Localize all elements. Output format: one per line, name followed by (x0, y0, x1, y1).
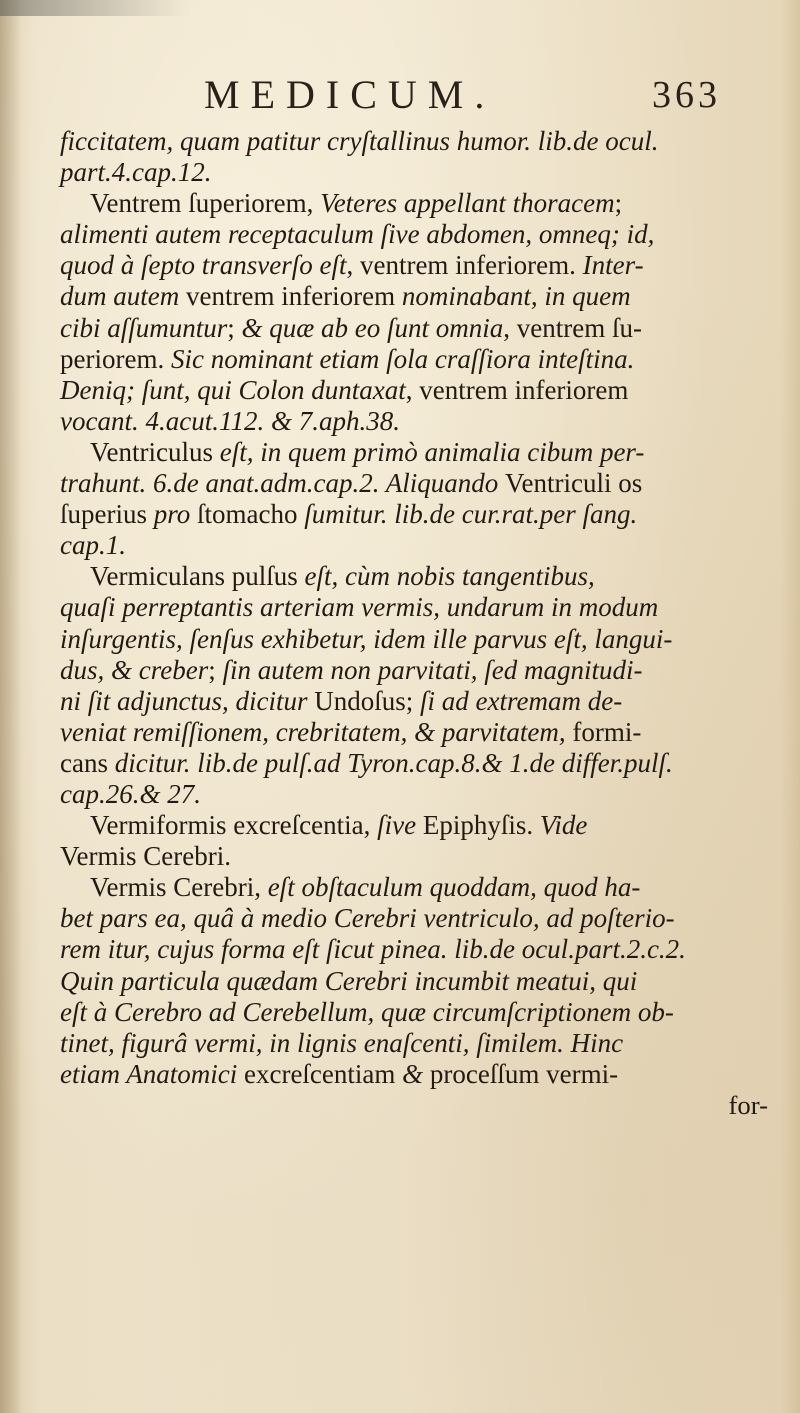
text-line (60, 468, 776, 499)
italic-text: ſive (377, 810, 423, 841)
text-line (60, 219, 776, 250)
text-line (60, 250, 776, 281)
roman-text: ; (227, 312, 242, 343)
italic-text: eſt, in quem primò animalia cibum per- (219, 436, 645, 467)
text-line (60, 810, 776, 841)
roman-text: cans (60, 747, 115, 778)
italic-text: & quæ ab eo ſunt omnia (241, 312, 504, 343)
italic-text: quod à ſepto transverſo eſt (60, 250, 347, 281)
text-line (60, 561, 776, 592)
text-line (60, 375, 776, 406)
page-header (0, 72, 800, 118)
text-line (60, 157, 776, 188)
italic-text: Sic nominant etiam ſola craſſiora inteſtina. (170, 343, 635, 374)
italic-text: ni ſit adjunctus, dicitur (60, 685, 315, 716)
roman-text: Vermis Cerebri, (90, 872, 268, 903)
text-line (60, 934, 776, 965)
italic-text: dum autem (60, 281, 186, 312)
text-line (60, 281, 776, 312)
italic-text: cap.26.& 27. (60, 778, 201, 809)
italic-text: eſt obſtaculum quoddam, quod ha- (267, 872, 641, 903)
italic-text: nominabant, in quem (401, 281, 631, 312)
italic-text: tinet, figurâ vermi, in lignis enaſcenti, ſimilem. Hinc (60, 1027, 624, 1058)
text-line (60, 313, 776, 344)
roman-text: Ventrem ſuperiorem, (90, 188, 321, 219)
italic-text: & (402, 1058, 430, 1089)
roman-text: , ventrem ſu- (503, 312, 642, 343)
italic-text: Veteres appellant thoracem (320, 188, 615, 219)
text-line (60, 624, 776, 655)
italic-text: part.4.cap.12. (60, 157, 212, 188)
roman-text: Ventriculi os (505, 468, 643, 499)
italic-text: ſumitur. lib.de cur.rat.per ſang. (304, 499, 638, 530)
text-line (60, 188, 776, 219)
text-line (60, 841, 776, 872)
italic-text: alimenti autem receptaculum ſive abdomen, omneq; id, (60, 219, 655, 250)
text-line (60, 344, 776, 375)
italic-text: Quin particula quædam Cerebri incumbit meatui, qui (60, 965, 638, 996)
italic-text: Deniq; ſunt, qui Colon duntaxat (60, 374, 406, 405)
text-line (60, 406, 776, 437)
text-line (60, 592, 776, 623)
italic-text: Inter- (582, 250, 644, 281)
roman-text: ; (614, 188, 623, 219)
roman-text: Vermiculans pulſus (90, 561, 305, 592)
roman-text: for- (728, 1089, 768, 1120)
roman-text: ; (208, 654, 223, 685)
roman-text: ventrem inferiorem (185, 281, 402, 312)
italic-text: dus, & creber (60, 654, 209, 685)
roman-text: ſuperius (60, 499, 154, 530)
text-line (60, 779, 776, 810)
italic-text: eſt, cùm nobis tangentibus, (304, 561, 595, 592)
roman-text: proceſſum vermi- (429, 1058, 619, 1089)
roman-text: formi- (572, 716, 642, 747)
text-line (60, 437, 776, 468)
roman-text: Vermiformis excreſcentia, (90, 810, 378, 841)
text-line (60, 997, 776, 1028)
text-line (60, 499, 776, 530)
italic-text: Vide (539, 810, 588, 841)
italic-text: etiam Anatomici (60, 1058, 244, 1089)
italic-text: quaſi perreptantis arteriam vermis, undarum in modum (60, 592, 659, 623)
italic-text: cibi aſſumuntur (60, 312, 228, 343)
text-line (60, 1059, 776, 1090)
text-line (60, 717, 776, 748)
italic-text: bet pars ea, quâ à medio Cerebri ventriculo, ad poſterio- (60, 903, 675, 934)
roman-text: , ventrem inferiorem. (346, 250, 583, 281)
italic-text: rem itur, cujus forma eſt ſicut pinea. lib.de ocul.part.2.c.2. (60, 934, 686, 965)
italic-text: ſin autem non parvitati, ſed magnitudi- (222, 654, 643, 685)
italic-text: trahunt. 6.de anat.adm.cap.2. Aliquando (60, 468, 505, 499)
page-number: 363 (652, 74, 721, 116)
roman-text: ſtomacho (197, 499, 305, 530)
italic-text: ſi ad extremam de- (420, 685, 623, 716)
text-line (60, 872, 776, 903)
text-line (60, 126, 776, 157)
roman-text: Ventriculus (90, 436, 220, 467)
roman-text: Epiphyſis. (422, 810, 540, 841)
roman-text: periorem. (60, 343, 171, 374)
text-line (60, 966, 776, 997)
roman-text: excreſcentiam (243, 1058, 403, 1089)
italic-text: dicitur. lib.de pulſ.ad Tyron.cap.8.& 1.de differ.pulſ. (114, 747, 673, 778)
text-line (60, 686, 776, 717)
roman-text: Undoſus (314, 685, 406, 716)
italic-text: ficcitatem, quam patitur cryſtallinus humor. lib.de ocul. (60, 126, 659, 156)
text-line (60, 903, 776, 934)
roman-text: Vermis Cerebri. (60, 841, 231, 872)
text-line (60, 655, 776, 686)
italic-text: veniat remiſſionem, crebritatem, & parvitatem, (60, 716, 573, 747)
text-line (60, 1090, 776, 1121)
italic-text: cap.1. (60, 530, 126, 561)
body-text (60, 126, 776, 1121)
italic-text: eſt à Cerebro ad Cerebellum, quæ circumſcriptionem ob- (60, 996, 674, 1027)
italic-text: pro (153, 499, 198, 530)
roman-text: , ventrem inferiorem (405, 374, 629, 405)
italic-text: inſurgentis, ſenſus exhibetur, idem ille parvus eſt, langui- (60, 623, 673, 654)
text-line (60, 1028, 776, 1059)
text-line (60, 748, 776, 779)
running-head: MEDICUM. (204, 72, 496, 117)
roman-text: ; (405, 685, 421, 716)
text-line (60, 530, 776, 561)
italic-text: vocant. 4.acut.112. & 7.aph.38. (60, 405, 400, 436)
